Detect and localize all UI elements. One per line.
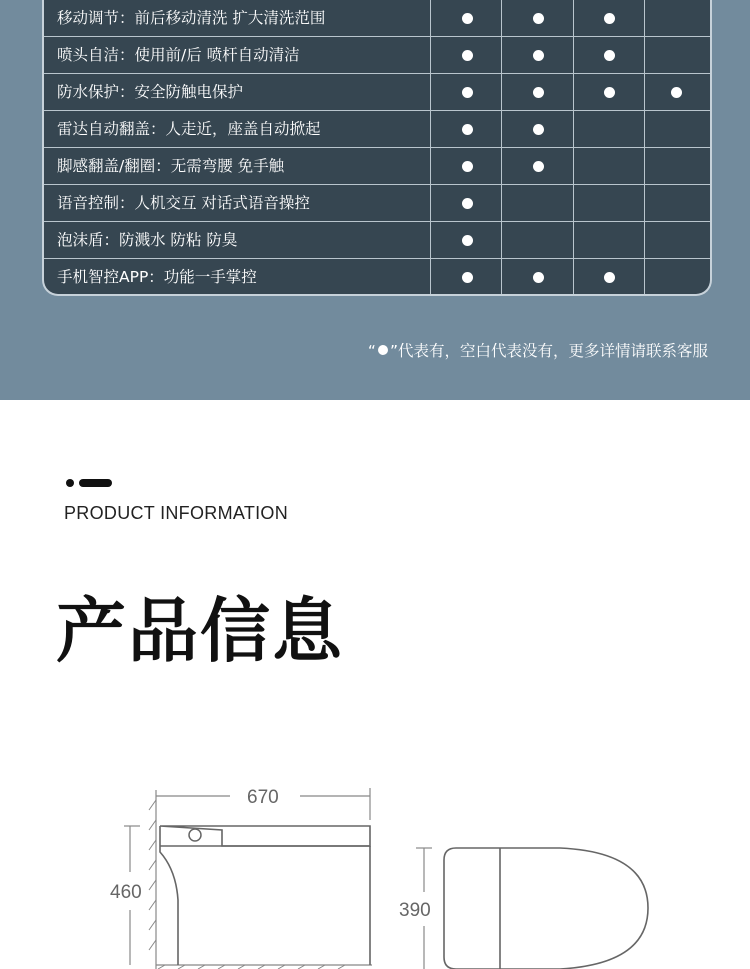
included-dot-icon xyxy=(604,50,615,61)
included-dot-icon xyxy=(462,124,473,135)
included-dot-icon xyxy=(462,50,473,61)
table-row xyxy=(44,148,710,185)
accent-bar xyxy=(79,479,112,487)
dimension-width: 390 xyxy=(399,900,431,921)
included-dot-icon xyxy=(462,161,473,172)
feature-label: 泡沫盾：防溅水 防粘 防臭 xyxy=(57,231,238,249)
feature-label: 雷达自动翻盖：人走近，座盖自动掀起 xyxy=(57,120,321,138)
included-dot-icon xyxy=(462,235,473,246)
legend-text: ”代表有，空白代表没有，更多详情请联系客服 xyxy=(389,342,708,360)
section-label: PRODUCT INFORMATION xyxy=(64,503,289,523)
table-row xyxy=(44,222,710,259)
table-row xyxy=(44,259,710,296)
included-dot-icon xyxy=(671,87,682,98)
dimension-diagram xyxy=(0,760,750,969)
included-dot-icon xyxy=(533,50,544,61)
included-dot-icon xyxy=(533,124,544,135)
feature-label: 手机智控APP：功能一手掌控 xyxy=(57,268,257,286)
included-dot-icon xyxy=(533,161,544,172)
legend-note xyxy=(368,339,708,361)
feature-label: 语音控制：人机交互 对话式语音操控 xyxy=(57,194,310,212)
legend-dot-icon xyxy=(378,345,388,355)
table-row xyxy=(44,111,710,148)
feature-comparison-table xyxy=(42,0,712,296)
table-row xyxy=(44,37,710,74)
included-dot-icon xyxy=(533,13,544,24)
top-view-drawing xyxy=(416,848,648,969)
comparison-section xyxy=(0,0,750,400)
included-dot-icon xyxy=(462,198,473,209)
side-view-drawing xyxy=(124,788,372,969)
table-row xyxy=(44,74,710,111)
feature-label: 脚感翻盖/翻圈：无需弯腰 免手触 xyxy=(57,157,285,175)
included-dot-icon xyxy=(604,87,615,98)
included-dot-icon xyxy=(533,87,544,98)
included-dot-icon xyxy=(604,272,615,283)
feature-label: 喷头自洁：使用前/后 喷杆自动清洁 xyxy=(57,46,300,64)
included-dot-icon xyxy=(533,272,544,283)
table-row xyxy=(44,185,710,222)
included-dot-icon xyxy=(462,87,473,98)
section-title: 产品信息 xyxy=(56,590,344,672)
feature-label: 防水保护：安全防触电保护 xyxy=(57,83,244,101)
included-dot-icon xyxy=(604,13,615,24)
included-dot-icon xyxy=(462,272,473,283)
dimension-height: 460 xyxy=(110,882,142,903)
accent-dot-icon xyxy=(66,479,74,487)
table-row xyxy=(44,0,710,37)
legend-open-quote: “ xyxy=(367,342,376,360)
included-dot-icon xyxy=(462,13,473,24)
dimension-length: 670 xyxy=(247,787,279,808)
feature-label: 移动调节：前后移动清洗 扩大清洗范围 xyxy=(57,9,326,27)
